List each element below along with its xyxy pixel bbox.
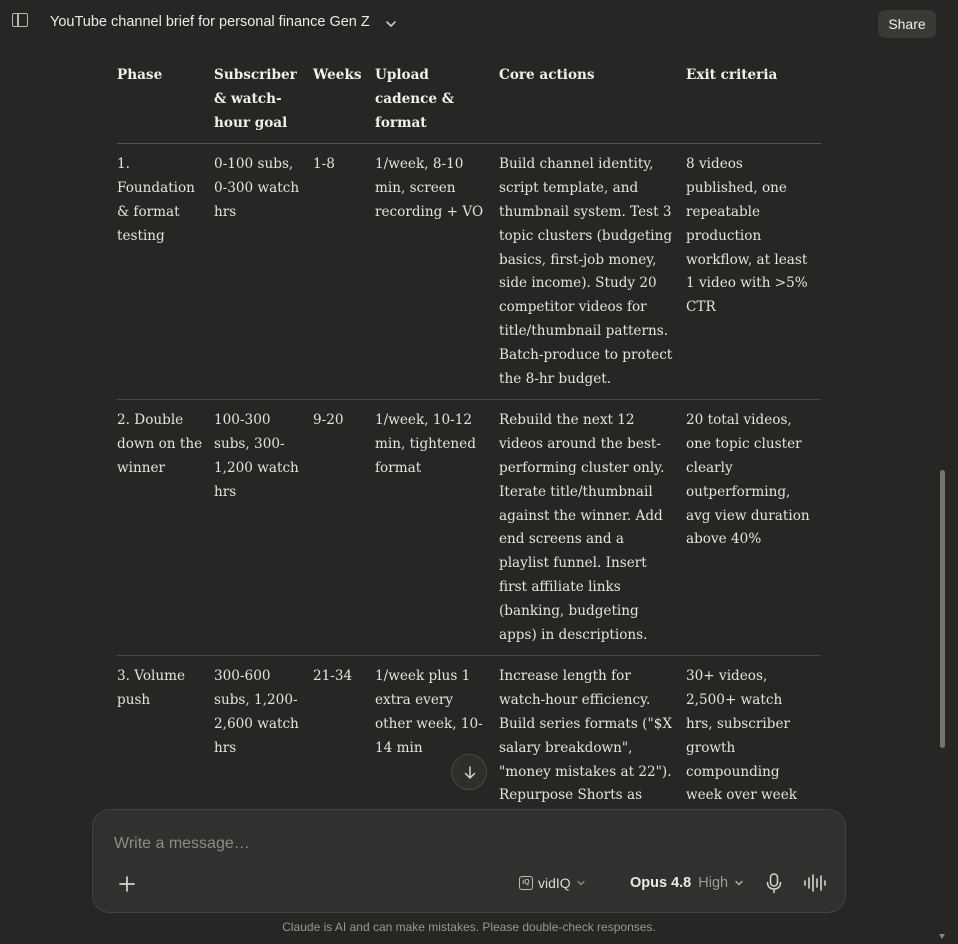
chevron-down-icon <box>576 878 586 888</box>
vidiq-tool-button[interactable] <box>519 871 586 895</box>
microphone-icon[interactable] <box>764 871 784 895</box>
arrow-down-icon <box>462 765 478 781</box>
actions-cell: Increase length for watch-hour efficiency. Build series formats ("$X salary breakdown", "money mistakes at 22"). Repurpose Shorts as <box>499 668 673 804</box>
disclaimer-text: Claude is AI and can make mistakes. Please double-check responses. <box>282 920 656 934</box>
share-button[interactable]: Share <box>878 10 936 38</box>
column-header: Subscriber & watch-hour goal <box>214 67 297 131</box>
cadence-cell: 1/week, 8-10 min, screen recording + VO <box>375 156 484 220</box>
column-header: Phase <box>117 67 163 83</box>
chevron-down-icon[interactable] <box>385 18 397 30</box>
effort-level: High <box>698 875 729 891</box>
model-selector[interactable] <box>630 871 744 895</box>
column-header: Exit criteria <box>686 67 778 83</box>
chevron-down-icon <box>734 878 744 888</box>
column-header: Upload cadence & format <box>375 67 455 131</box>
header-bar <box>0 0 958 48</box>
phase-cell: 3. Volume push <box>117 668 186 709</box>
vidiq-icon: iQ <box>519 876 533 890</box>
tool-label: vidIQ <box>538 875 571 891</box>
table-row <box>117 144 821 400</box>
message-composer <box>92 809 846 913</box>
weeks-cell: 9-20 <box>313 412 344 429</box>
weeks-cell: 1-8 <box>313 156 335 173</box>
scrollbar-thumb[interactable] <box>940 470 945 748</box>
voice-waveform-icon[interactable] <box>803 871 827 895</box>
phase-table <box>117 48 821 840</box>
column-header: Weeks <box>313 67 362 83</box>
model-name: Opus 4.8 <box>630 875 692 891</box>
goal-cell: 300-600 subs, 1,200-2,600 watch hrs <box>214 668 299 756</box>
actions-cell: Build channel identity, script template, and thumbnail system. Test 3 topic clusters (budgeting basics, first-job money, side income). Study 20 competitor videos for title/thumbnail patterns. Batch-produce to protect the 8-hr budget. <box>499 156 673 387</box>
plus-icon[interactable] <box>115 872 139 896</box>
sidebar-icon[interactable] <box>12 13 28 27</box>
weeks-cell: 21-34 <box>313 668 353 685</box>
table-row <box>117 400 821 656</box>
chat-title[interactable]: YouTube channel brief for personal finance Gen Z <box>50 14 370 30</box>
cadence-cell: 1/week plus 1 extra every other week, 10-14 min <box>375 668 483 756</box>
message-input[interactable] <box>114 833 714 855</box>
goal-cell: 0-100 subs, 0-300 watch hrs <box>214 156 300 220</box>
column-header: Core actions <box>499 67 595 83</box>
message-content <box>117 48 821 808</box>
actions-cell: Rebuild the next 12 videos around the best-performing cluster only. Iterate title/thumbnail against the winner. Add end screens and a playlist funnel. Insert first affiliate links (banking, budgeting apps) in descriptions. <box>499 412 665 643</box>
exit-cell: 20 total videos, one topic cluster clearly outperforming, avg view duration above 40% <box>686 412 810 548</box>
goal-cell: 100-300 subs, 300-1,200 watch hrs <box>214 412 299 500</box>
phase-cell: 2. Double down on the winner <box>117 412 203 476</box>
scrollbar-down-arrow[interactable] <box>939 934 945 939</box>
table-header-row <box>117 48 821 144</box>
scroll-down-button[interactable] <box>451 754 487 790</box>
phase-cell: 1. Foundation & format testing <box>117 156 195 244</box>
exit-cell: 30+ videos, 2,500+ watch hrs, subscriber growth compounding week over week <box>686 668 797 804</box>
exit-cell: 8 videos published, one repeatable production workflow, at least 1 video with >5% CTR <box>686 156 808 316</box>
cadence-cell: 1/week, 10-12 min, tightened format <box>375 412 476 476</box>
